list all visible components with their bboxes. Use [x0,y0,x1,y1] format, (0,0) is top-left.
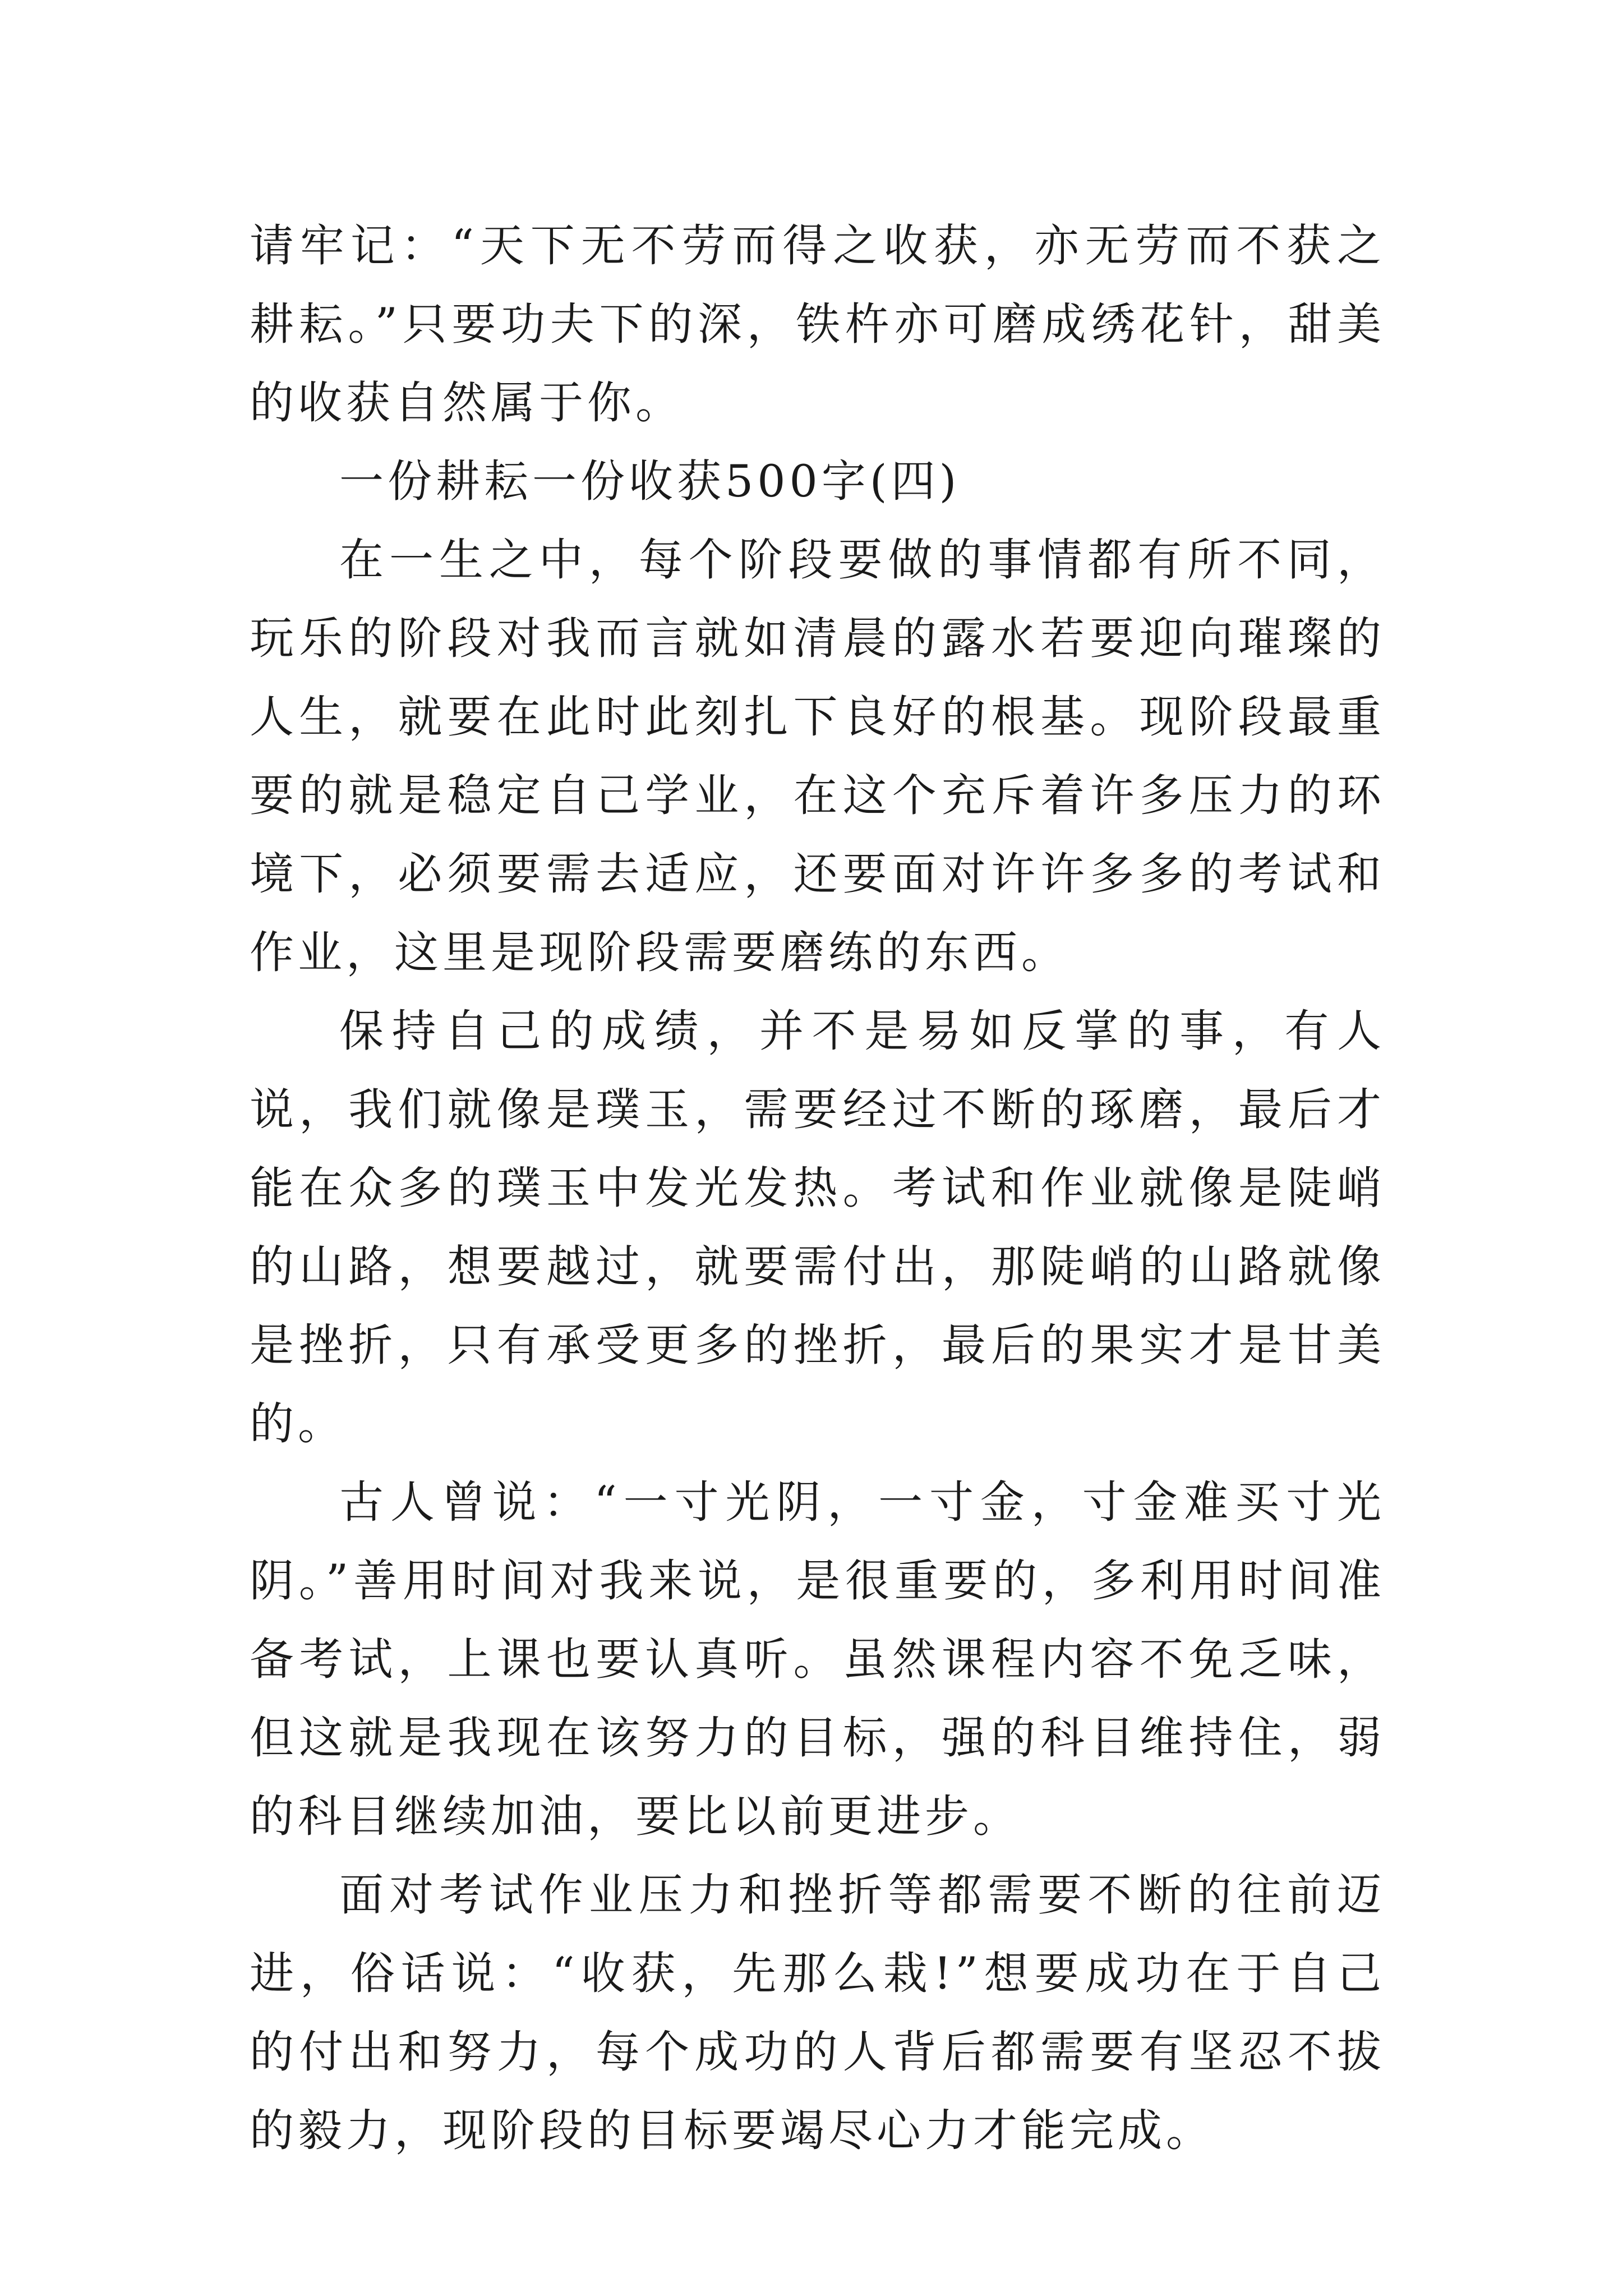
paragraph: 保持自己的成绩，并不是易如反掌的事，有人说，我们就像是璞玉，需要经过不断的琢磨，最后才能在众多的璞玉中发光发热。考试和作业就像是陡峭的山路，想要越过，就要需付出，那陡峭的山路就像是挫折，只有承受更多的挫折，最后的果实才是甘美的。 [250,1005,1385,1450]
document-body [250,206,1385,2170]
paragraph: 请牢记：“天下无不劳而得之收获，亦无劳而不获之耕耘。”只要功夫下的深，铁杵亦可磨成绣花针，甜美的收获自然属于你。 [250,220,1385,429]
section-heading: 一份耕耘一份收获500字(四) [339,455,961,507]
paragraph: 在一生之中，每个阶段要做的事情都有所不同，玩乐的阶段对我而言就如清晨的露水若要迎向璀璨的人生，就要在此时此刻扎下良好的根基。现阶段最重要的就是稳定自己学业，在这个充斥着许多压力的环境下，必须要需去适应，还要面对许许多多的考试和作业，这里是现阶段需要磨练的东西。 [250,534,1385,978]
paragraph: 古人曾说：“一寸光阴，一寸金，寸金难买寸光阴。”善用时间对我来说，是很重要的，多利用时间准备考试，上课也要认真听。虽然课程内容不免乏味，但这就是我现在该努力的目标，强的科目维持住，弱的科目继续加油，要比以前更进步。 [250,1476,1385,1842]
paragraph: 面对考试作业压力和挫折等都需要不断的往前迈进，俗话说：“收获，先那么栽!”想要成功在于自己的付出和努力，每个成功的人背后都需要有坚忍不拔的毅力，现阶段的目标要竭尽心力才能完成。 [250,1869,1385,2156]
